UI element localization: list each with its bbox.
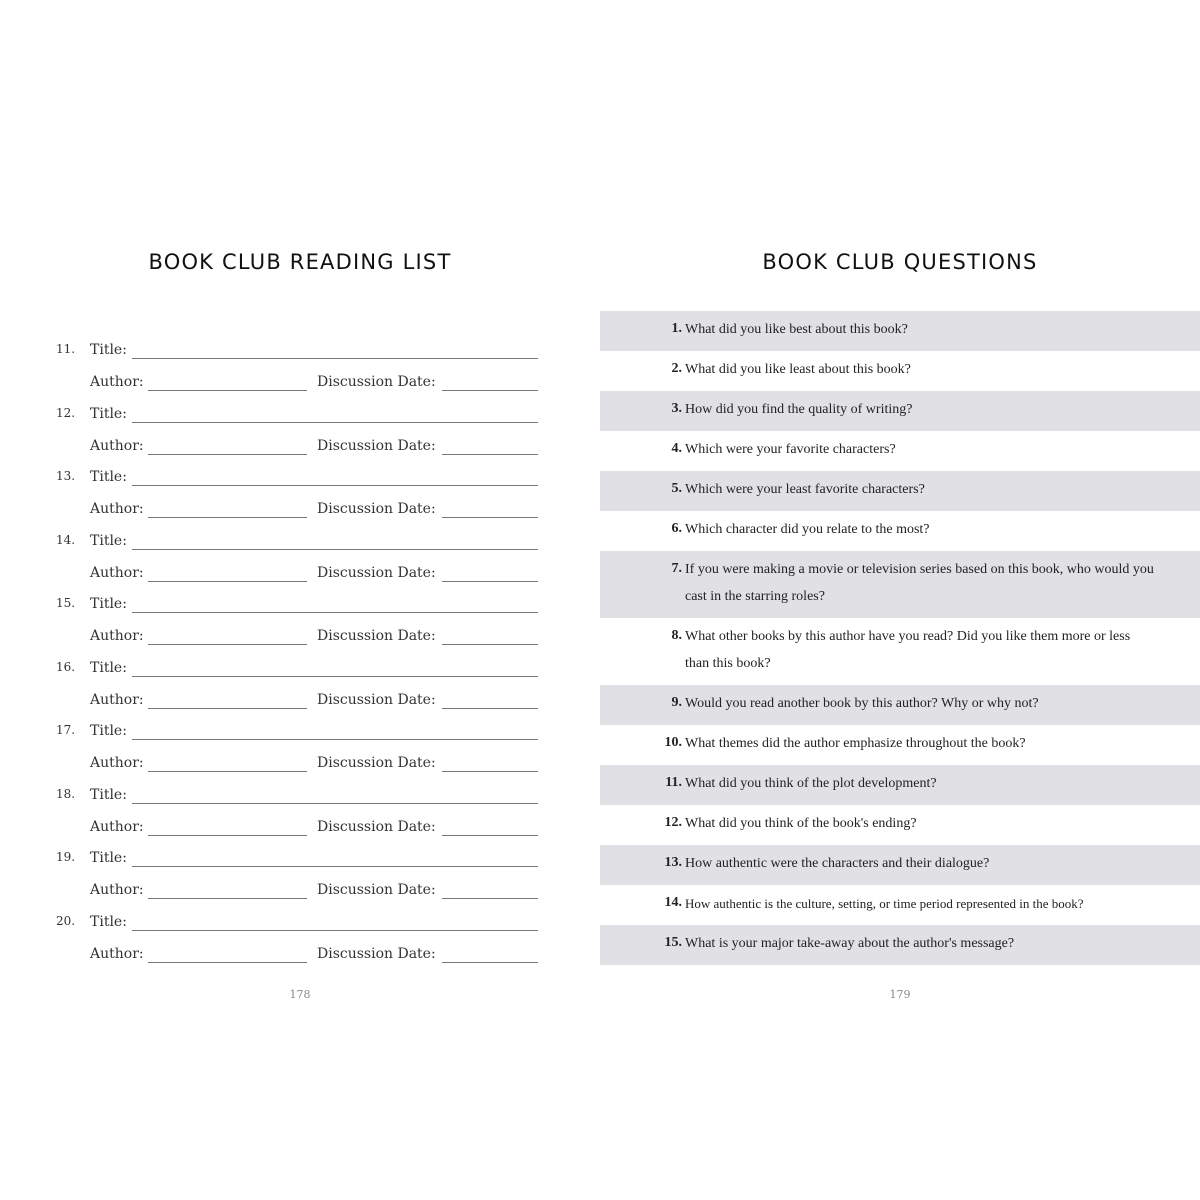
title-label: Title:: [90, 596, 127, 612]
title-field[interactable]: [132, 676, 538, 677]
entry-number: 19.: [56, 850, 76, 864]
reading-list-entry: [56, 467, 540, 531]
title-field[interactable]: [132, 422, 538, 423]
question-item: [600, 805, 1200, 845]
question-text: Which were your least favorite characters?: [685, 482, 925, 497]
page-number: 178: [289, 988, 311, 1001]
discussion-date-label: Discussion Date:: [317, 882, 436, 898]
title-field[interactable]: [132, 612, 538, 613]
title-field[interactable]: [132, 739, 538, 740]
question-text: What did you think of the book's ending?: [685, 816, 917, 831]
reading-list-entry: [56, 594, 540, 658]
question-number: 13.: [664, 855, 682, 870]
question-number: 1.: [671, 321, 682, 336]
title-field[interactable]: [132, 549, 538, 550]
discussion-date-label: Discussion Date:: [317, 437, 436, 454]
page-number: 179: [889, 988, 911, 1001]
title-label: Title:: [90, 659, 127, 676]
discussion-date-field[interactable]: [442, 390, 538, 391]
author-label: Author:: [90, 691, 144, 708]
question-number: 4.: [671, 441, 682, 456]
author-field[interactable]: [148, 835, 307, 836]
discussion-date-field[interactable]: [442, 835, 538, 836]
discussion-date-label: Discussion Date:: [317, 628, 436, 644]
question-item: [600, 551, 1200, 618]
question-item: [600, 725, 1200, 765]
entry-number: 11.: [56, 342, 76, 356]
discussion-date-field[interactable]: [442, 962, 538, 963]
author-field[interactable]: [148, 454, 307, 455]
author-label: Author:: [90, 882, 144, 898]
right-page: [600, 0, 1200, 1200]
author-label: Author:: [90, 628, 144, 644]
title-field[interactable]: [132, 866, 538, 867]
author-field[interactable]: [148, 581, 307, 582]
reading-list-entry: [56, 404, 540, 468]
author-label: Author:: [90, 564, 144, 581]
discussion-date-field[interactable]: [442, 644, 538, 645]
title-field[interactable]: [132, 485, 538, 486]
title-label: Title:: [90, 405, 127, 422]
author-label: Author:: [90, 945, 144, 962]
discussion-date-label: Discussion Date:: [317, 945, 436, 962]
question-item: [600, 351, 1200, 391]
entry-number: 18.: [56, 786, 76, 801]
author-field[interactable]: [148, 644, 307, 645]
page-title-reading-list: BOOK CLUB READING LIST: [148, 250, 452, 275]
title-label: Title:: [90, 723, 127, 739]
title-label: Title:: [90, 469, 127, 485]
question-number: 7.: [671, 561, 682, 576]
entry-number: 14.: [56, 532, 76, 547]
question-item: [600, 511, 1200, 551]
title-label: Title:: [90, 850, 127, 866]
title-label: Title:: [90, 913, 127, 930]
entry-number: 16.: [56, 659, 76, 674]
question-item: [600, 311, 1200, 351]
discussion-date-field[interactable]: [442, 454, 538, 455]
question-number: 2.: [671, 361, 682, 376]
question-item: [600, 391, 1200, 431]
question-text: What did you like best about this book?: [685, 322, 908, 337]
question-item: [600, 685, 1200, 725]
discussion-date-label: Discussion Date:: [317, 564, 436, 581]
discussion-date-field[interactable]: [442, 517, 538, 518]
discussion-date-field[interactable]: [442, 581, 538, 582]
author-field[interactable]: [148, 517, 307, 518]
title-field[interactable]: [132, 930, 538, 931]
author-field[interactable]: [148, 771, 307, 772]
reading-list: [56, 340, 540, 975]
entry-number: 17.: [56, 723, 76, 737]
author-field[interactable]: [148, 390, 307, 391]
author-label: Author:: [90, 501, 144, 517]
question-text: What did you think of the plot development?: [685, 776, 937, 791]
discussion-date-label: Discussion Date:: [317, 818, 436, 835]
author-field[interactable]: [148, 898, 307, 899]
author-field[interactable]: [148, 708, 307, 709]
question-number: 11.: [665, 775, 682, 790]
discussion-date-field[interactable]: [442, 771, 538, 772]
discussion-date-label: Discussion Date:: [317, 755, 436, 771]
questions-list: [600, 311, 1200, 965]
question-text: How authentic is the culture, setting, or time period represented in the book?: [685, 896, 1084, 911]
question-text: What other books by this author have you read? Did you like them more or less than this book?: [685, 629, 1131, 671]
reading-list-entry: [56, 848, 540, 912]
author-label: Author:: [90, 818, 144, 835]
question-number: 15.: [664, 935, 682, 950]
reading-list-entry: [56, 785, 540, 849]
discussion-date-field[interactable]: [442, 708, 538, 709]
question-number: 3.: [671, 401, 682, 416]
question-text: Which were your favorite characters?: [685, 442, 896, 457]
title-label: Title:: [90, 786, 127, 803]
question-number: 6.: [671, 521, 682, 536]
title-label: Title:: [90, 532, 127, 549]
question-number: 10.: [664, 735, 682, 750]
discussion-date-field[interactable]: [442, 898, 538, 899]
entry-number: 15.: [56, 596, 76, 610]
question-item: [600, 885, 1200, 925]
question-number: 9.: [671, 695, 682, 710]
reading-list-entry: [56, 340, 540, 404]
entry-number: 13.: [56, 469, 76, 483]
question-item: [600, 618, 1200, 685]
question-number: 12.: [664, 815, 682, 830]
question-text: Would you read another book by this author? Why or why not?: [685, 696, 1039, 711]
title-field[interactable]: [132, 803, 538, 804]
discussion-date-label: Discussion Date:: [317, 691, 436, 708]
question-text: What is your major take-away about the author's message?: [685, 936, 1015, 951]
question-text: How authentic were the characters and their dialogue?: [685, 856, 990, 871]
author-field[interactable]: [148, 962, 307, 963]
reading-list-entry: [56, 912, 540, 976]
question-number: 5.: [671, 481, 682, 496]
question-text: If you were making a movie or television series based on this book, who would you cast in the starring roles?: [685, 562, 1154, 604]
entry-number: 12.: [56, 405, 76, 420]
title-field[interactable]: [132, 358, 538, 359]
reading-list-entry: [56, 531, 540, 595]
author-label: Author:: [90, 374, 144, 390]
entry-number: 20.: [56, 913, 76, 928]
question-item: [600, 471, 1200, 511]
question-text: Which character did you relate to the most?: [685, 522, 930, 537]
author-label: Author:: [90, 437, 144, 454]
page-title-questions: BOOK CLUB QUESTIONS: [762, 250, 1038, 275]
reading-list-entry: [56, 721, 540, 785]
question-number: 14.: [664, 895, 682, 910]
reading-list-entry: [56, 658, 540, 722]
question-text: How did you find the quality of writing?: [685, 402, 913, 417]
question-item: [600, 431, 1200, 471]
discussion-date-label: Discussion Date:: [317, 501, 436, 517]
discussion-date-label: Discussion Date:: [317, 374, 436, 390]
question-item: [600, 925, 1200, 965]
question-number: 8.: [671, 628, 682, 643]
author-label: Author:: [90, 755, 144, 771]
question-item: [600, 845, 1200, 885]
question-text: What themes did the author emphasize throughout the book?: [685, 736, 1026, 751]
question-item: [600, 765, 1200, 805]
question-text: What did you like least about this book?: [685, 362, 911, 377]
title-label: Title:: [90, 342, 127, 358]
